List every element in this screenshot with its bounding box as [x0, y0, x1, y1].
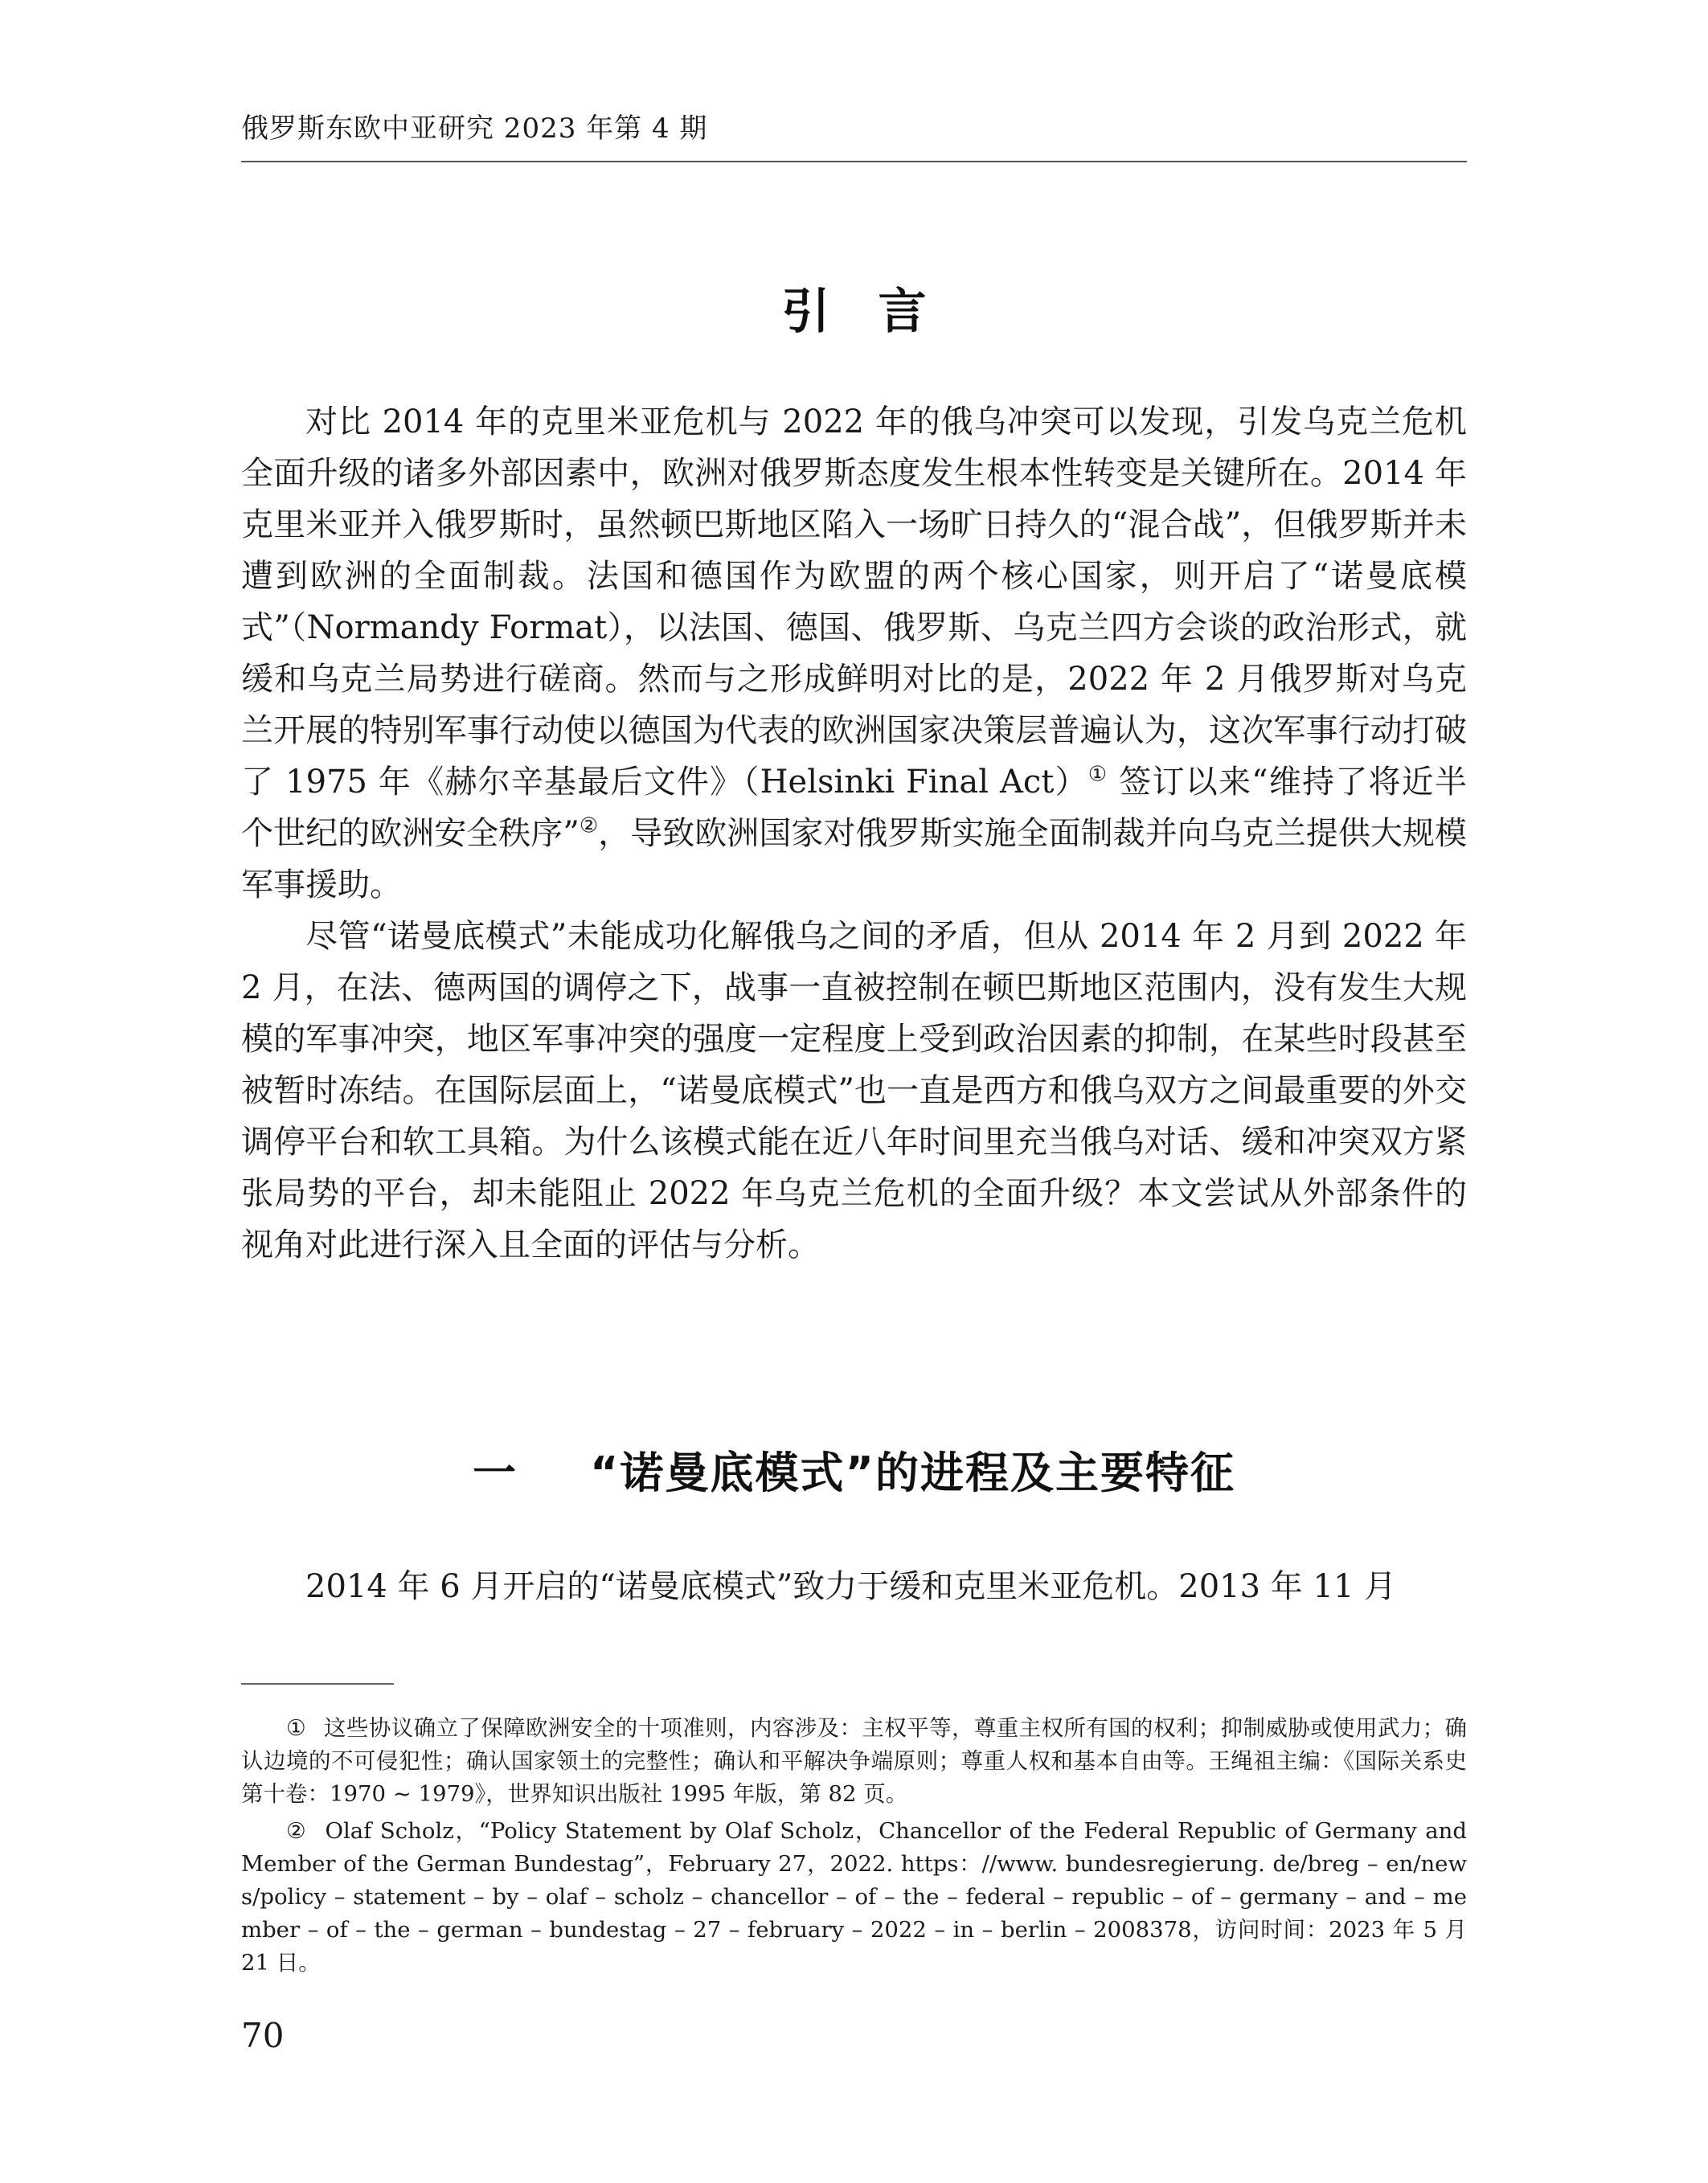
page-number: 70: [241, 2016, 285, 2055]
intro-body: [241, 396, 1467, 1271]
section-1-heading: [241, 1439, 1467, 1501]
section-1-body: [241, 1561, 1467, 1612]
footnote-2: [241, 1815, 1467, 1980]
footnote-1-mark: ①: [286, 1715, 307, 1741]
footnote-1-text: 这些协议确立了保障欧洲安全的十项准则，内容涉及：主权平等，尊重主权所有国的权利；抑制威胁或使用武力；确认边境的不可侵犯性；确认国家领土的完整性；确认和平解决争端原则；尊重人权和基本自由等。王绳祖主编：《国际关系史第十卷：1970 ~ 1979》，世界知识出版社 1995 年版，第 82 页。: [241, 1715, 1467, 1807]
footnote-1: [241, 1712, 1467, 1811]
section-1-number: 一: [473, 1448, 518, 1498]
footnote-2-text: Olaf Scholz，“Policy Statement by Olaf Scholz，Chancellor of the Federal Republic of Germany and Member of the German Bundestag”，February 27，2022. https：//www. bundesregierung. de/breg – en/news/policy – statement – by – olaf – scholz – chancellor – of – the – federal – republic – of – germany – and – member – of – the – german – bundestag – 27 – february – 2022 – in – berlin – 2008378，访问时间：2023 年 5 月 21 日。: [241, 1818, 1467, 1976]
footnote-rule: [241, 1683, 394, 1685]
intro-paragraph-1-part-c: ，导致欧洲国家对俄罗斯实施全面制裁并向乌克兰提供大规模军事援助。: [241, 815, 1468, 903]
intro-paragraph-2: 尽管“诺曼底模式”未能成功化解俄乌之间的矛盾，但从 2014 年 2 月到 2022 年 2 月，在法、德两国的调停之下，战事一直被控制在顿巴斯地区范围内，没有发生大规模的军事冲突，地区军事冲突的强度一定程度上受到政治因素的抑制，在某些时段甚至被暂时冻结。在国际层面上，“诺曼底模式”也一直是西方和俄乌双方之间最重要的外交调停平台和软工具箱。为什么该模式能在近八年时间里充当俄乌对话、缓和冲突双方紧张局势的平台，却未能阻止 2022 年乌克兰危机的全面升级？本文尝试从外部条件的视角对此进行深入且全面的评估与分析。: [241, 918, 1467, 1264]
footnote-2-mark: ②: [286, 1818, 308, 1844]
footnotes: [241, 1712, 1467, 1984]
intro-heading: 引言: [781, 284, 975, 340]
header-rule: [241, 161, 1467, 162]
intro-paragraph-1-part-a: 对比 2014 年的克里米亚危机与 2022 年的俄乌冲突可以发现，引发乌克兰危机全面升级的诸多外部因素中，欧洲对俄罗斯态度发生根本性转变是关键所在。2014 年克里米亚并入俄罗斯时，虽然顿巴斯地区陷入一场旷日持久的“混合战”，但俄罗斯并未遭到欧洲的全面制裁。法国和德国作为欧盟的两个核心国家，则开启了“诺曼底模式”（Normandy Format），以法国、德国、俄罗斯、乌克兰四方会谈的政治形式，就缓和乌克兰局势进行磋商。然而与之形成鲜明对比的是，2022 年 2 月俄罗斯对乌克兰开展的特别军事行动使以德国为代表的欧洲国家决策层普遍认为，这次军事行动打破了 1975 年《赫尔辛基最后文件》（Helsinki Final Act）: [241, 403, 1467, 801]
footnote-ref-1[interactable]: ①: [1087, 762, 1108, 787]
intro-paragraph-1-part-b: 签订以来“维持了将近半个世纪的欧洲安全秩序”: [241, 764, 1468, 852]
section-1-title: “诺曼底模式”的进程及主要特征: [590, 1448, 1235, 1498]
running-header: 俄罗斯东欧中亚研究 2023 年第 4 期: [241, 113, 708, 145]
intro-paragraph-1: [241, 396, 1467, 911]
footnote-ref-2[interactable]: ②: [579, 813, 599, 838]
section-1-paragraph-1: 2014 年 6 月开启的“诺曼底模式”致力于缓和克里米亚危机。2013 年 11 月: [305, 1568, 1397, 1605]
